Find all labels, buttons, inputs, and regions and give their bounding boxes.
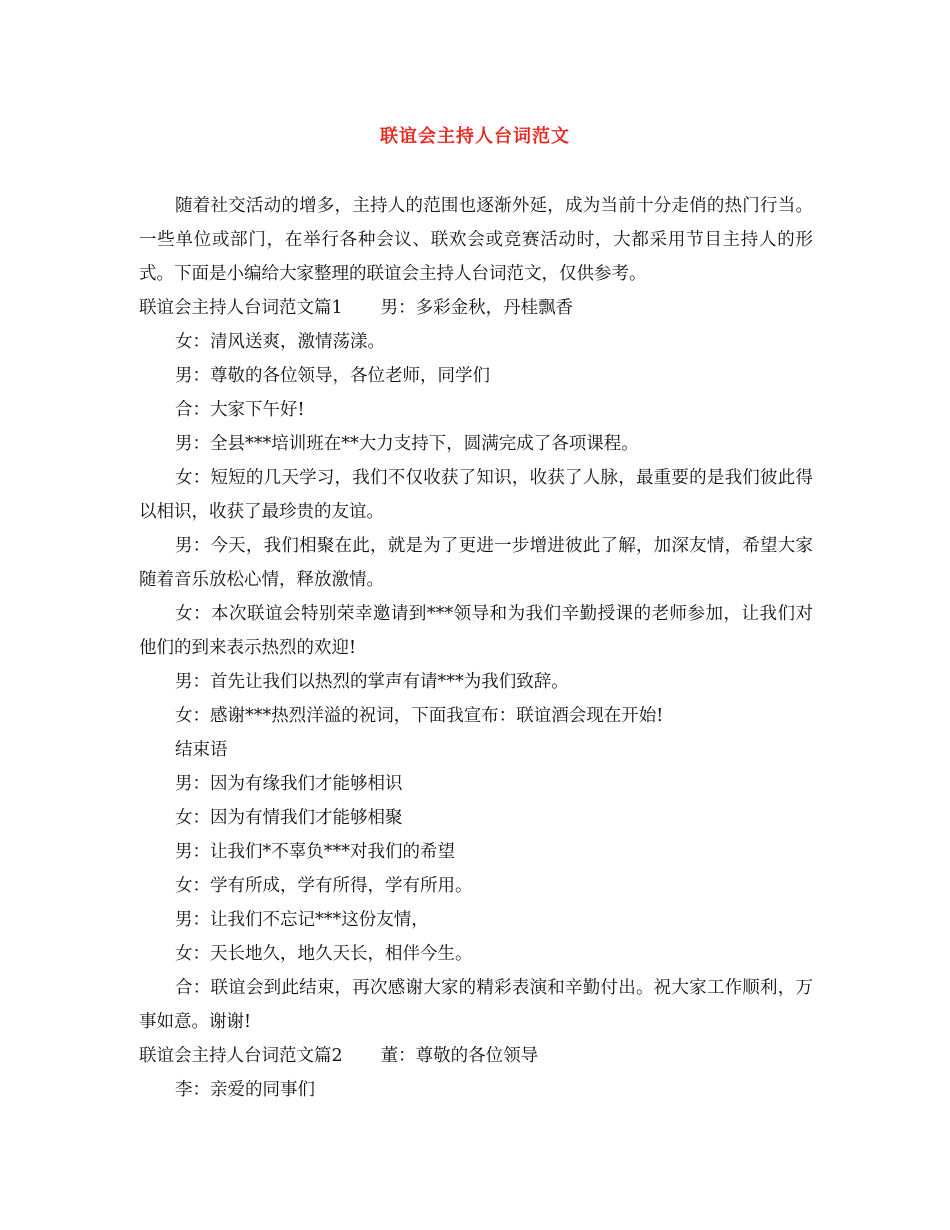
section-2-heading: 联谊会主持人台词范文篇2 <box>139 1046 343 1066</box>
dialogue-line: 男：全县***培训班在**大力支持下，圆满完成了各项课程。 <box>175 434 639 454</box>
dialogue-line: 男：今天，我们相聚在此，就是为了更进一步增进彼此了解，加深友情，希望大家随着音乐放松心情，释放激情。 <box>139 536 813 590</box>
dialogue-line: 男：尊敬的各位领导，各位老师，同学们 <box>175 366 490 386</box>
section-2-first-line: 董：尊敬的各位领导 <box>380 1046 539 1066</box>
dialogue-line: 女：天长地久，地久天长，相伴今生。 <box>175 944 473 964</box>
dialogue-line: 女：感谢***热烈洋溢的祝词，下面我宣布：联谊酒会现在开始! <box>175 706 664 726</box>
section-1-first-line: 男：多彩金秋，丹桂飘香 <box>380 298 574 318</box>
dialogue-line: 女：短短的几天学习，我们不仅收获了知识，收获了人脉，最重要的是我们彼此得以相识，收获了最珍贵的友谊。 <box>139 468 813 522</box>
dialogue-line: 男：首先让我们以热烈的掌声有请***为我们致辞。 <box>175 672 569 692</box>
dialogue-line: 男：让我们*不辜负***对我们的希望 <box>175 842 455 862</box>
intro-paragraph: 随着社交活动的增多，主持人的范围也逐渐外延，成为当前十分走俏的热门行当。一些单位或部门，在举行各种会议、联欢会或竞赛活动时，大都采用节目主持人的形式。下面是小编给大家整理的联谊会主持人台词范文，仅供参考。 <box>139 196 813 284</box>
closing-remarks-heading: 结束语 <box>175 740 228 760</box>
dialogue-line: 女：本次联谊会特别荣幸邀请到***领导和为我们辛勤授课的老师参加，让我们对他们的到来表示热烈的欢迎! <box>139 604 813 658</box>
dialogue-line: 合：联谊会到此结束，再次感谢大家的精彩表演和辛勤付出。祝大家工作顺利，万事如意。谢谢! <box>139 978 813 1032</box>
dialogue-line: 男：让我们不忘记***这份友情， <box>175 910 429 930</box>
dialogue-line: 合：大家下午好! <box>175 400 305 420</box>
document-title: 联谊会主持人台词范文 <box>380 126 570 147</box>
dialogue-line: 李：亲爱的同事们 <box>175 1080 315 1100</box>
dialogue-line: 女：学有所成，学有所得，学有所用。 <box>175 876 473 896</box>
document-body <box>139 189 813 1107</box>
section-1-heading-line <box>139 291 813 325</box>
dialogue-line: 女：清风送爽，激情荡漾。 <box>175 332 385 352</box>
section-2-heading-line <box>139 1039 813 1073</box>
dialogue-line: 女：因为有情我们才能够相聚 <box>175 808 403 828</box>
dialogue-line: 男：因为有缘我们才能够相识 <box>175 774 403 794</box>
section-1-heading: 联谊会主持人台词范文篇1 <box>139 298 343 318</box>
